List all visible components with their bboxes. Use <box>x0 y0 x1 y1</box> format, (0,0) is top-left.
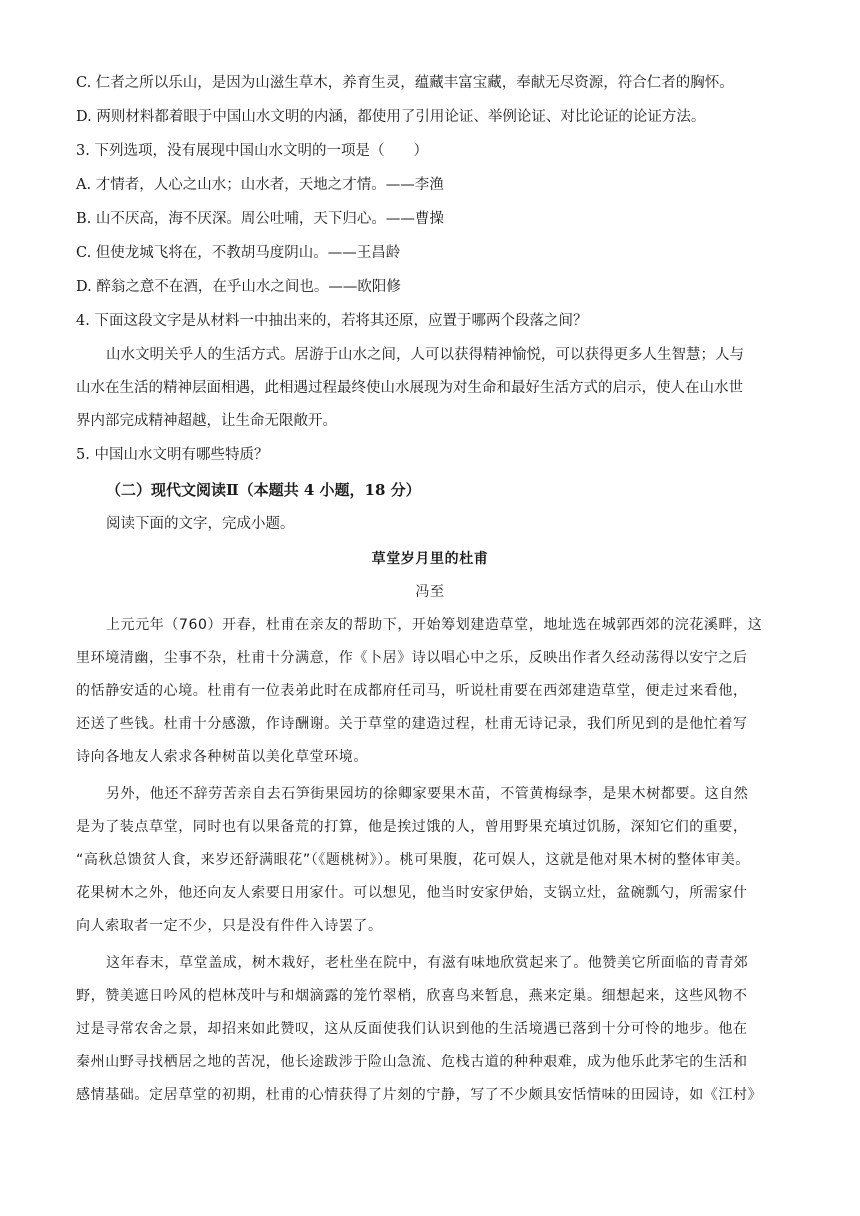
option-2d: D. 两则材料都着眼于中国山水文明的内涵，都使用了引用论证、举例论证、对比论证的论证方法。 <box>76 109 706 125</box>
article-paragraph-line: 过是寻常农舍之景，却招来如此赞叹，这从反面使我们认识到他的生活境遇已落到十分可怜的地步。他在 <box>76 1021 748 1037</box>
article-paragraph-line: 野，赞美遮日吟风的桤林茂叶与和烟滴露的笼竹翠梢，欣喜鸟来暂息，燕来定巢。细想起来，这些风物不 <box>76 988 748 1004</box>
option-3c: C. 但使龙城飞将在，不教胡马度阴山。——王昌龄 <box>76 245 401 261</box>
option-3b: B. 山不厌高，海不厌深。周公吐哺，天下归心。——曹操 <box>76 211 444 227</box>
question-4-passage-line: 山水在生活的精神层面相遇，此相遇过程最终使山水展现为对生命和最好生活方式的启示，使人在山水世 <box>76 380 743 396</box>
article-paragraph-line: 诗向各地友人索求各种树苗以美化草堂环境。 <box>76 749 368 765</box>
article-paragraph-line: 感情基础。定居草堂的初期，杜甫的心情获得了片刻的宁静，写了不少颇具安恬情味的田园诗，如《江村》 <box>76 1087 763 1103</box>
option-3d: D. 醉翁之意不在酒，在乎山水之间也。——欧阳修 <box>76 279 401 295</box>
question-4-passage-line: 界内部完成精神超越，让生命无限敞开。 <box>76 413 337 429</box>
article-paragraph-line: 秦州山野寻找栖居之地的苦况，他长途跋涉于险山急流、危栈古道的种种艰难，成为他乐此茅宅的生活和 <box>76 1054 748 1070</box>
option-2c: C. 仁者之所以乐山，是因为山滋生草木，养育生灵，蕴藏丰富宝藏，奉献无尽资源，符合仁者的胸怀。 <box>76 75 734 91</box>
article-paragraph-line: 这年春末，草堂盖成，树木栽好，老杜坐在院中，有滋有味地欣赏起来了。他赞美它所面临的青青郊 <box>106 955 749 971</box>
article-paragraph-line: 花果树木之外，他还向友人索要日用家什。可以想见，他当时安家伊始，支锅立灶，盆碗瓢勺，所需家什 <box>76 885 748 901</box>
article-paragraph-line: “高秋总馈贫人食，来岁还舒满眼花”（《题桃树》）。桃可果腹，花可娱人，这就是他对果木树的整体审美。 <box>76 852 750 868</box>
question-5: 5. 中国山水文明有哪些特质？ <box>76 447 269 463</box>
article-paragraph-line: 向人索取者一定不少，只是没有件件入诗罢了。 <box>76 918 383 934</box>
question-4-passage-line: 山水文明关乎人的生活方式。居游于山水之间，人可以获得精神愉悦，可以获得更多人生智慧；人与 <box>106 347 744 363</box>
article-paragraph-line: 上元元年（760）开春，杜甫在亲友的帮助下，开始筹划建造草堂，地址选在城郭西郊的浣花溪畔，这 <box>106 617 763 633</box>
section-heading: （二）现代文阅读Ⅱ（本题共 4 小题，18 分） <box>106 481 421 499</box>
question-3: 3. 下列选项，没有展现中国山水文明的一项是（ ） <box>76 143 428 159</box>
option-3a: A. 才情者，人心之山水；山水者，天地之才情。——李渔 <box>76 177 444 193</box>
reading-instruction: 阅读下面的文字，完成小题。 <box>106 516 295 532</box>
question-4: 4. 下面这段文字是从材料一中抽出来的，若将其还原，应置于哪两个段落之间？ <box>76 313 588 329</box>
article-paragraph-line: 的恬静安适的心境。杜甫有一位表弟此时在成都府任司马，听说杜甫要在西郊建造草堂，便走过来看他， <box>76 683 748 699</box>
article-paragraph-line: 是为了装点草堂，同时也有以果备荒的打算，他是挨过饿的人，曾用野果充填过饥肠，深知它们的重要， <box>76 819 748 835</box>
article-paragraph-line: 里环境清幽，尘事不杂，杜甫十分满意，作《卜居》诗以唱心中之乐，反映出作者久经动荡得以安宁之后 <box>76 650 748 666</box>
article-title: 草堂岁月里的杜甫 <box>371 551 489 567</box>
article-paragraph-line: 另外，他还不辞劳苦亲自去石笋街果园坊的徐卿家要果木苗，不管黄梅绿李，是果木树都要。这自然 <box>106 786 749 802</box>
article-author: 冯至 <box>415 584 445 600</box>
article-paragraph-line: 还送了些钱。杜甫十分感激，作诗酬谢。关于草堂的建造过程，杜甫无诗记录，我们所见到的是他忙着写 <box>76 716 748 732</box>
